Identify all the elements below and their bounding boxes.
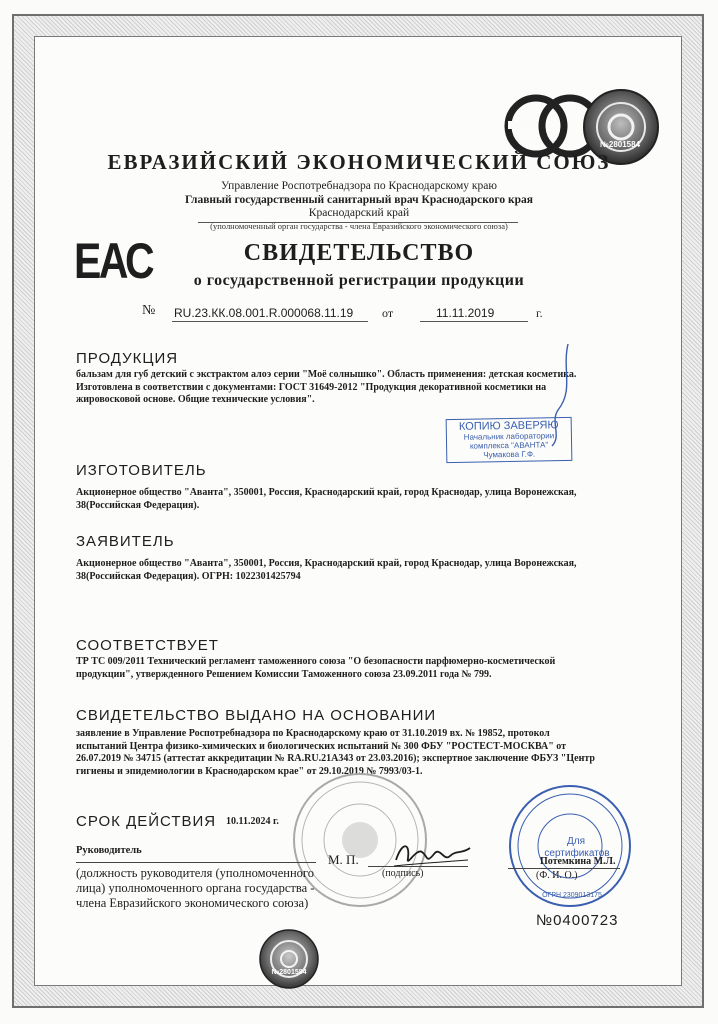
hologram-number: №2801584 <box>599 140 641 149</box>
applicant-line-2: 38(Российская Федерация). ОГРН: 1022301425794 <box>76 570 301 582</box>
seal-ogrn: ОГРН 2309013175 <box>542 892 602 899</box>
seal-center-line-2: сертификатов <box>544 848 610 859</box>
product-line-1: бальзам для губ детский с экстрактом алоэ серии "Моё солнышко". Область применения: детская косметика. <box>76 369 577 380</box>
date-prefix: от <box>382 306 394 320</box>
conforms-line-2: продукции", утвержденного Решением Комиссии Таможенного союза 23.09.2011 года № 799. <box>76 668 492 680</box>
certificate-date: 11.11.2019 <box>436 306 495 320</box>
signature-caption: (подпись) <box>382 868 424 879</box>
certificate-number: RU.23.КК.08.001.R.000068.11.19 <box>174 306 354 320</box>
number-underline <box>172 321 368 322</box>
bottom-hologram-icon <box>258 928 320 990</box>
manufacturer-heading: ИЗГОТОВИТЕЛЬ <box>76 462 207 479</box>
initials-mark-icon <box>540 340 580 450</box>
validity-heading: СРОК ДЕЙСТВИЯ <box>76 813 217 830</box>
certificate-title: СВИДЕТЕЛЬСТВО <box>243 240 475 266</box>
seal-center-line-1: Для <box>566 836 586 847</box>
conforms-text <box>76 656 596 681</box>
manufacturer-line-1: Акционерное общество "Аванта", 350001, Россия, Краснодарский край, город Краснодар, улица Воронежская, <box>76 487 577 498</box>
product-line-3: жировосковой основе. Общие технические условия". <box>76 394 315 405</box>
number-sign: № <box>142 303 156 318</box>
head-label: Руководитель <box>76 845 142 856</box>
basis-heading: СВИДЕТЕЛЬСТВО ВЫДАНО НА ОСНОВАНИИ <box>76 707 437 724</box>
authority-line-2: Главный государственный санитарный врач Краснодарского края <box>185 194 533 206</box>
date-underline <box>420 321 528 322</box>
validity-date: 10.11.2024 г. <box>226 816 279 827</box>
authority-line-3: Краснодарский край <box>308 207 410 219</box>
product-line-2: Изготовлена в соответствии с документами: ГОСТ 31649-2012 "Продукция декоративной косметики на <box>76 381 547 393</box>
basis-line-1: заявление в Управление Роспотребнадзора по Краснодарскому краю от 31.10.2019 вх. № 19852, протокол <box>76 728 550 739</box>
applicant-line-1: Акционерное общество "Аванта", 350001, Россия, Краснодарский край, город Краснодар, улица Воронежская, <box>76 558 577 569</box>
basis-line-4: гигиены и эпидемиологии в Краснодарском крае" от 29.10.2019 № 7993/03-1. <box>76 765 423 777</box>
signature-scribble-icon <box>392 838 474 872</box>
applicant-heading: ЗАЯВИТЕЛЬ <box>76 533 175 550</box>
eac-mark: ЕАС <box>74 233 153 289</box>
manufacturer-line-2: 38(Российская Федерация). <box>76 499 200 511</box>
stamp-line-3: комплекса "АВАНТА" <box>469 440 549 451</box>
product-heading: ПРОДУКЦИЯ <box>76 350 179 367</box>
product-text <box>76 369 596 407</box>
stamp-line-4: Чумакова Г.Ф. <box>483 449 536 460</box>
authority-caption: (уполномоченный орган государства - члена Евразийского экономического союза) <box>210 221 508 231</box>
applicant-text <box>76 558 596 583</box>
conforms-heading: СООТВЕТСТВУЕТ <box>76 637 219 654</box>
basis-line-2: испытаний Центра физико-химических и биологических испытаний № 300 ФБУ "РОСТЕСТ-МОСКВА" от <box>76 740 567 752</box>
stamp-line-1: КОПИЮ ЗАВЕРЯЮ <box>458 419 559 433</box>
union-title: ЕВРАЗИЙСКИЙ ЭКОНОМИЧЕСКИЙ СОЮЗ <box>107 150 611 174</box>
signatory-name: Потемкина М.Л. <box>540 856 616 867</box>
position-line-3: члена Евразийского экономического союза) <box>76 896 309 910</box>
position-caption <box>76 866 314 911</box>
serial-number: №0400723 <box>536 912 619 929</box>
head-underline <box>76 862 316 863</box>
conforms-line-1: ТР ТС 009/2011 Технический регламент таможенного союза "О безопасности парфюмерно-косметической <box>76 656 556 667</box>
position-line-1: (должность руководителя (уполномоченного <box>76 866 314 880</box>
fio-underline <box>508 868 620 869</box>
position-line-2: лица) уполномоченного органа государства - <box>76 881 315 895</box>
date-suffix: г. <box>536 306 543 320</box>
stamp-line-2: Начальник лаборатории <box>463 431 555 442</box>
authority-line-1: Управление Роспотребнадзора по Краснодарскому краю <box>221 180 497 192</box>
fio-caption: (Ф. И. О.) <box>536 870 578 881</box>
bottom-hologram-number: №2801584 <box>271 969 307 976</box>
certificate-subtitle: о государственной регистрации продукции <box>193 272 525 289</box>
basis-line-3: 26.07.2019 № 34715 (аттестат аккредитации № RA.RU.21A343 от 23.03.2016); экспертное заключение ФБУЗ "Центр <box>76 753 595 764</box>
manufacturer-text <box>76 487 596 512</box>
mp-label: М. П. <box>328 852 359 867</box>
